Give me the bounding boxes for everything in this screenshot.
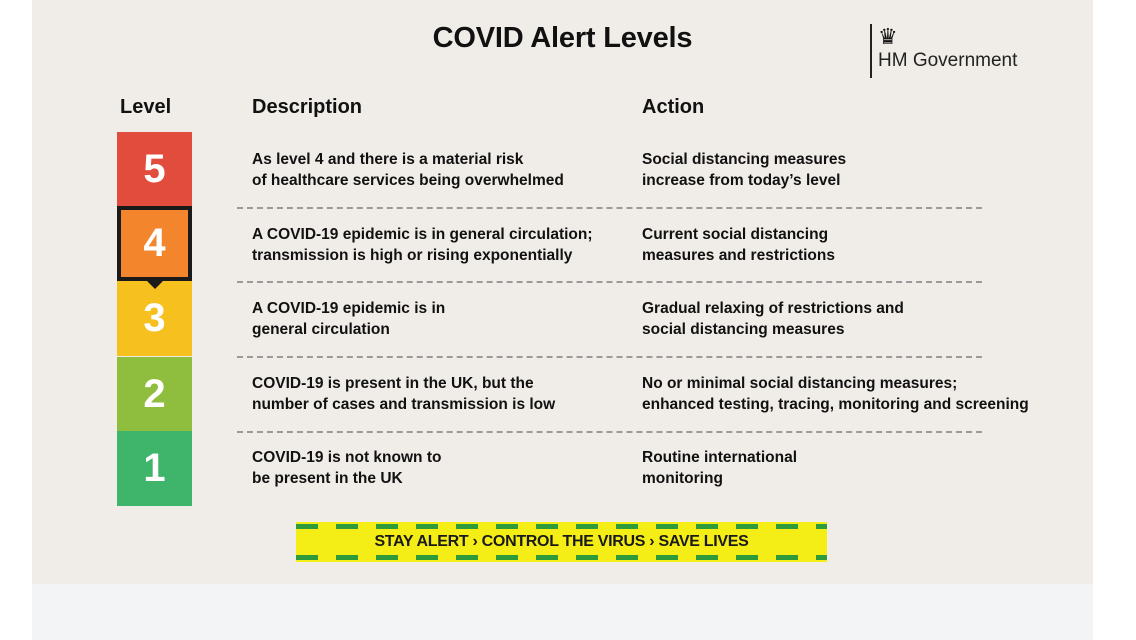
level-3-description: A COVID-19 epidemic is in general circulation bbox=[252, 300, 446, 338]
page-title: COVID Alert Levels bbox=[432, 22, 693, 54]
level-4-action: Current social distancing measures and restrictions bbox=[642, 226, 835, 264]
level-2-block: 2 bbox=[117, 357, 192, 432]
banner-stripe-top bbox=[296, 524, 827, 529]
hm-government-logo bbox=[870, 24, 1017, 78]
row-divider bbox=[237, 431, 982, 433]
row-divider bbox=[237, 356, 982, 358]
level-3-block: 3 bbox=[117, 281, 192, 356]
current-level-pointer bbox=[147, 281, 163, 289]
level-5-description: As level 4 and there is a material risk of healthcare services being overwhelmed bbox=[252, 151, 564, 189]
level-5-action: Social distancing measures increase from today’s level bbox=[642, 151, 847, 189]
level-1-block: 1 bbox=[117, 431, 192, 506]
government-name: HM Government bbox=[878, 50, 1018, 71]
column-header-level: Level bbox=[120, 96, 172, 118]
level-2-description: COVID-19 is present in the UK, but the number of cases and transmission is low bbox=[252, 375, 556, 413]
level-4-description: A COVID-19 epidemic is in general circulation; transmission is high or rising exponentially bbox=[252, 226, 593, 264]
banner-slogan: STAY ALERT › CONTROL THE VIRUS › SAVE LIVES bbox=[374, 533, 749, 550]
level-5-block: 5 bbox=[117, 132, 192, 207]
stay-alert-banner bbox=[296, 522, 827, 562]
column-header-action: Action bbox=[642, 96, 705, 118]
level-3-action: Gradual relaxing of restrictions and social distancing measures bbox=[642, 300, 904, 338]
level-1-action: Routine international monitoring bbox=[642, 449, 797, 487]
banner-stripe-bottom bbox=[296, 555, 827, 560]
alert-levels-poster bbox=[32, 0, 1093, 584]
level-4-block-current: 4 bbox=[117, 206, 192, 281]
row-divider bbox=[237, 207, 982, 209]
level-2-action: No or minimal social distancing measures; enhanced testing, tracing, monitoring and screening bbox=[642, 375, 1029, 413]
page-footer-area bbox=[32, 584, 1093, 640]
column-header-description: Description bbox=[252, 96, 363, 118]
level-1-description: COVID-19 is not known to be present in the UK bbox=[252, 449, 442, 487]
royal-coat-of-arms-icon: ♛ bbox=[878, 24, 898, 49]
row-divider bbox=[237, 281, 982, 283]
